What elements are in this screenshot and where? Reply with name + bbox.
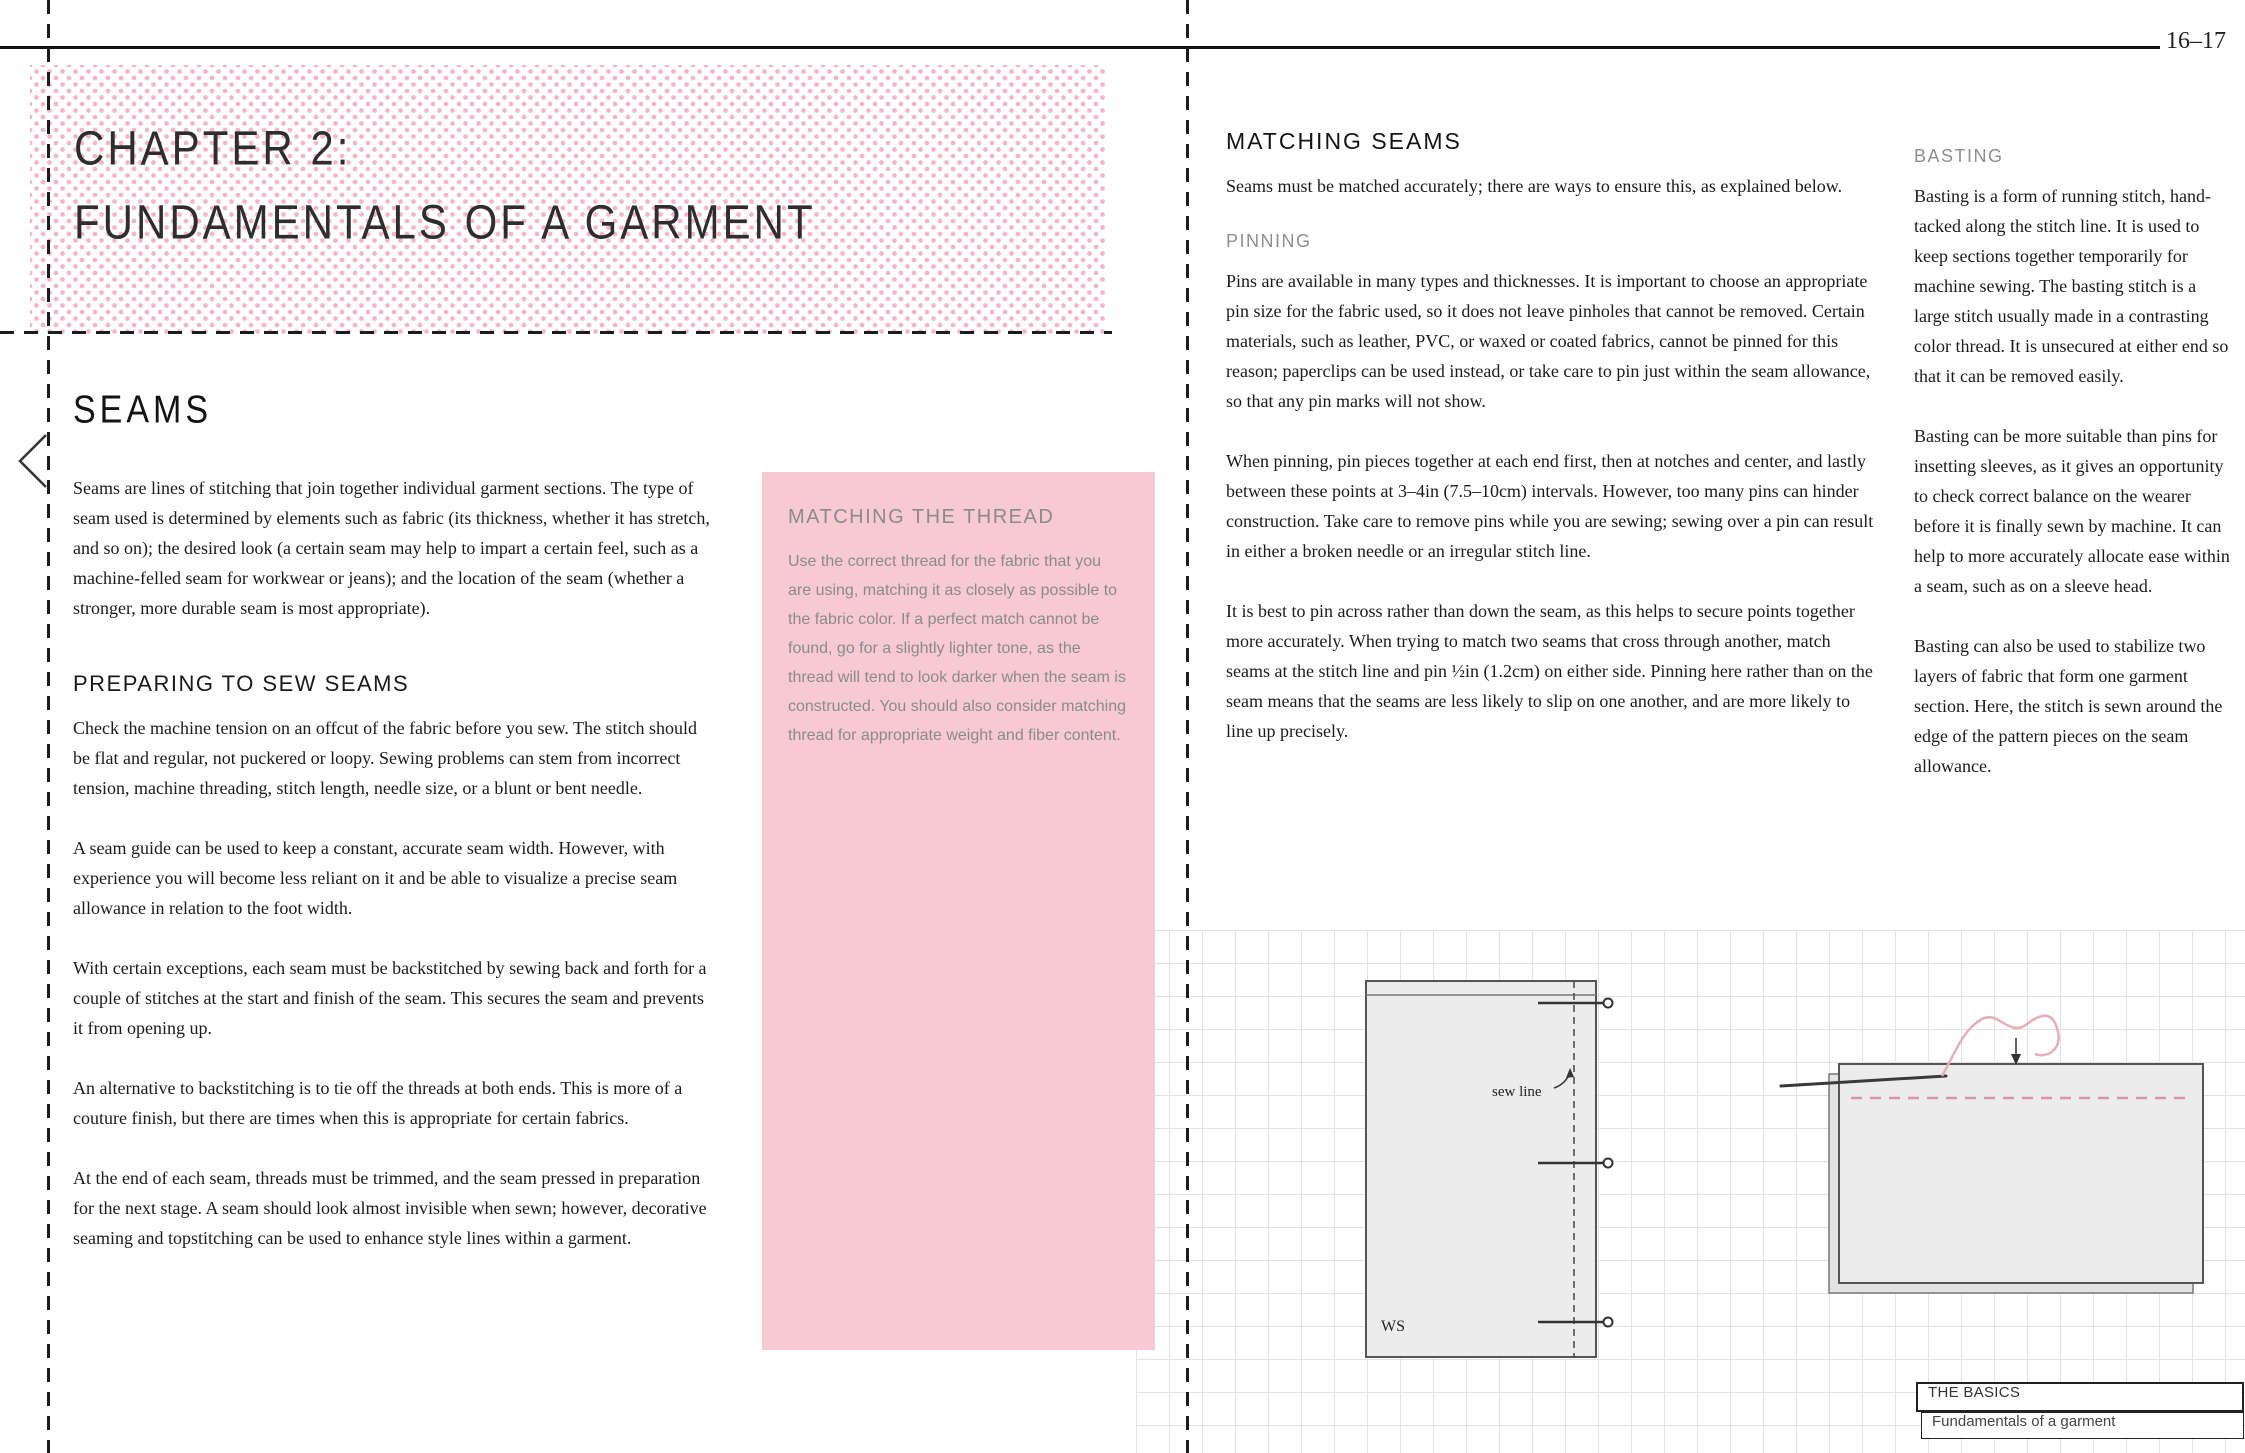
- paragraph: Basting can also be used to stabilize two layers of fabric that form one garment section. Here, the stitch is sewn around the edge of the pattern pieces on the seam allowance.: [1914, 636, 2223, 776]
- paragraph: An alternative to backstitching is to tie off the threads at both ends. This is more of a couture finish, but there are times when this is appropriate for certain fabrics.: [73, 1078, 683, 1128]
- page-number: 16–17: [2166, 28, 2226, 54]
- paragraph: At the end of each seam, threads must be trimmed, and the seam pressed in preparation for the next stage. A seam should look almost invisible when sewn; however, decorative seaming and topstitching can be used to enhance style lines within a garment.: [73, 1168, 707, 1248]
- section-name: THE BASICS: [1916, 1382, 2244, 1412]
- fabric-piece: [1366, 981, 1596, 1357]
- seams-heading: SEAMS: [73, 388, 213, 432]
- thread-box-heading: MATCHING THE THREAD: [788, 506, 1055, 528]
- chapter-title: FUNDAMENTALS OF A GARMENT: [74, 195, 816, 250]
- paragraph: It is best to pin across rather than down the seam, as this helps to secure points together more accurately. When trying to match two seams that cross through another, match seams at the stitch line and pin ½in (1.2cm) on either side. Pinning here rather than on the seam means that the seams are less likely to slip on one another, and are more likely to line up precisely.: [1226, 601, 1873, 741]
- paragraph: A seam guide can be used to keep a constant, accurate seam width. However, with experience you will become less reliant on it and be able to visualize a precise seam allowance in relation to the foot width.: [73, 838, 678, 918]
- matching-seams-intro: Seams must be matched accurately; there are ways to ensure this, as explained below.: [1226, 176, 1843, 196]
- subsection-name: Fundamentals of a garment: [1921, 1412, 2244, 1439]
- matching-thread-box: [762, 472, 1155, 1350]
- top-rule: [0, 46, 2160, 49]
- seam-diagrams: [1130, 920, 2245, 1453]
- seams-intro-paragraph: Seams are lines of stitching that join together individual garment sections. The type of seam used is determined by elements such as fabric (its thickness, whether it has stretch, and so on); the desired look (a certain seam may help to impart a certain feel, such as a machine-felled seam for workwear or jeans); and the location of the seam (whether a stronger, more durable seam is most appropriate).: [73, 478, 710, 618]
- paragraph: With certain exceptions, each seam must be backstitched by sewing back and forth for a couple of stitches at the start and finish of the seam. This secures the seam and prevents it from opening up.: [73, 958, 707, 1038]
- paragraph: Basting can be more suitable than pins for insetting sleeves, as it gives an opportunity to check correct balance on the wearer before it is finally sewn by machine. It can help to more accurately allocate ease within a seam, such as on a sleeve head.: [1914, 426, 2230, 596]
- matching-seams-heading: MATCHING SEAMS: [1226, 128, 1462, 154]
- basting-heading: BASTING: [1914, 146, 2004, 166]
- section-reference-table: [1916, 1382, 2244, 1439]
- paragraph: Basting is a form of running stitch, hand-tacked along the stitch line. It is used to keep sections together temporarily for machine sewing. The basting stitch is a large stitch usually made in a contrasting color thread. It is unsecured at either end so that it can be removed easily.: [1914, 186, 2229, 386]
- page-fold-line-center: [1186, 0, 1189, 1453]
- chapter-number: CHAPTER 2:: [74, 121, 352, 176]
- pinning-heading: PINNING: [1226, 231, 1312, 251]
- thread-box-body: Use the correct thread for the fabric that you are using, matching it as closely as possible to the fabric color. If a perfect match cannot be found, go for a slightly lighter tone, as the thread will tend to look darker when the seam is constructed. You should also consider matching thread for appropriate weight and fiber content.: [788, 553, 1126, 744]
- basting-diagram: [1781, 1016, 2203, 1293]
- preparing-heading: PREPARING TO SEW SEAMS: [73, 671, 410, 696]
- basting-column: [1914, 146, 2232, 811]
- right-column: [1226, 128, 1878, 776]
- pinned-fabric-diagram: [1366, 981, 1613, 1357]
- fold-line-left: [47, 0, 50, 1453]
- sew-line-label: sew line: [1492, 1084, 1542, 1100]
- chapter-title-block: [30, 65, 1105, 335]
- paragraph: When pinning, pin pieces together at each end first, then at notches and center, and lastly between these points at 3–4in (7.5–10cm) intervals. However, too many pins can hinder construction. Take care to remove pins while you are sewing; sewing over a pin can result in either a broken needle or an irregular stitch line.: [1226, 451, 1874, 561]
- chapter-divider-line: [0, 331, 1112, 334]
- paragraph: Pins are available in many types and thicknesses. It is important to choose an appropriate pin size for the fabric used, so it does not leave pinholes that cannot be removed. Certain materials, such as leather, PVC, or waxed or coated fabrics, cannot be pinned for this reason; paperclips can be used instead, or take care to pin just within the seam allowance, so that any pin marks will not show.: [1226, 271, 1871, 411]
- wrong-side-label: WS: [1381, 1318, 1405, 1335]
- left-column: [73, 388, 713, 1283]
- paragraph: Check the machine tension on an offcut of the fabric before you sew. The stitch should be flat and regular, not puckered or loopy. Sewing problems can stem from incorrect tension, machine threading, stitch length, needle size, or a blunt or bent needle.: [73, 718, 697, 798]
